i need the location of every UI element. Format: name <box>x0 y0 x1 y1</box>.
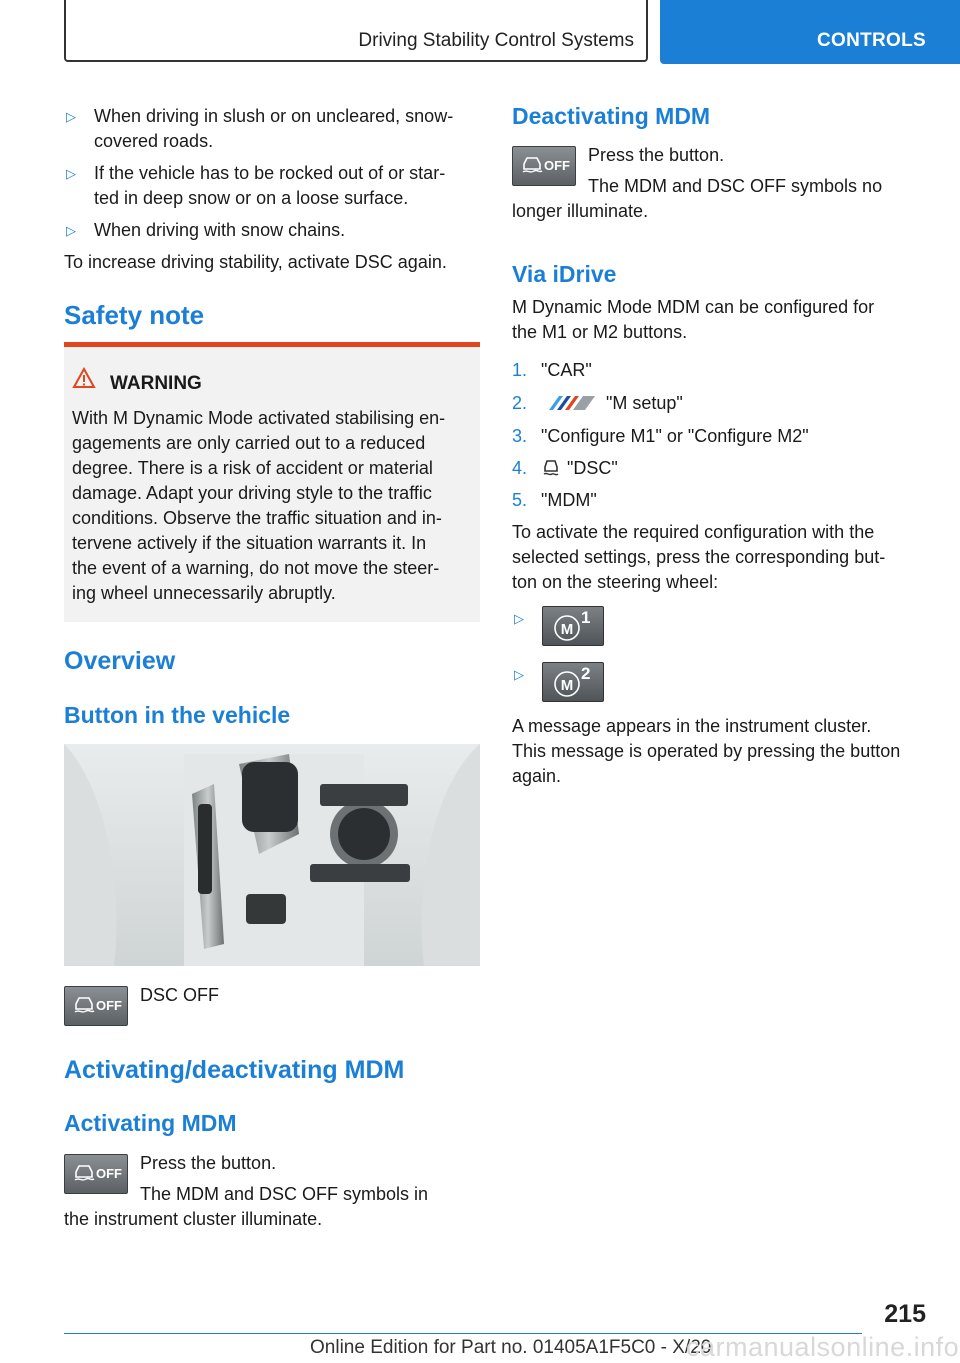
activating-press-text: Press the button. <box>140 1153 277 1173</box>
bullet-triangle-icon: ▷ <box>66 109 76 124</box>
activating-text: The MDM and DSC OFF symbols in <box>140 1184 429 1204</box>
step-text: "MDM" <box>541 490 597 510</box>
warning-title: WARNING <box>110 373 202 394</box>
step-number: 3. <box>512 426 528 446</box>
step-number: 2. <box>512 393 528 413</box>
tab-controls: CONTROLS <box>816 30 926 51</box>
bullet-triangle-icon: ▷ <box>514 611 524 626</box>
via-idrive-heading: Via iDrive <box>512 261 617 287</box>
m2-label: 2 <box>581 664 591 683</box>
activate-config-text: selected settings, press the corresponding but- <box>512 547 886 567</box>
step-number: 1. <box>512 360 528 380</box>
activating-deactivating-heading: Activating/deactivating MDM <box>64 1056 405 1084</box>
idrive-text: M Dynamic Mode MDM can be configured for <box>512 297 875 317</box>
message-text: again. <box>512 766 562 786</box>
step-text: "CAR" <box>541 360 592 380</box>
increase-stability-text: To increase driving stability, activate DSC again. <box>64 252 447 272</box>
svg-text:M: M <box>560 677 574 694</box>
warning-line: With M Dynamic Mode activated stabilising en- <box>72 408 446 428</box>
step-text: "DSC" <box>567 458 618 478</box>
activate-config-text: To activate the required configuration with the <box>512 522 875 542</box>
bullet-triangle-icon: ▷ <box>66 223 76 238</box>
dsc-car-icon <box>541 458 561 478</box>
warning-line: tervene actively if the situation warrants it. In <box>72 533 427 553</box>
step-number: 4. <box>512 458 528 478</box>
warning-line: conditions. Observe the traffic situation and in- <box>72 508 442 528</box>
warning-line: the event of a warning, do not move the steer- <box>72 558 440 578</box>
footer-edition: Online Edition for Part no. 01405A1F5C0 - X/20 <box>310 1337 712 1358</box>
header-tab <box>660 0 960 64</box>
center-console-photo <box>64 744 480 966</box>
activating-mdm-heading: Activating MDM <box>64 1110 237 1136</box>
bullet-triangle-icon: ▷ <box>514 667 524 682</box>
safety-note-heading: Safety note <box>64 300 205 330</box>
m2-button-icon <box>542 662 604 702</box>
activating-text: the instrument cluster illuminate. <box>64 1209 323 1229</box>
warning-line: damage. Adapt your driving style to the traffic <box>72 483 432 503</box>
dsc-off-icon: OFF <box>64 1154 128 1194</box>
activate-config-text: ton on the steering wheel: <box>512 572 719 592</box>
bullet-text: ted in deep snow or on a loose surface. <box>94 188 409 208</box>
m1-button-icon <box>542 606 604 646</box>
m1-label: 1 <box>581 608 591 627</box>
bullet-text: covered roads. <box>94 131 214 151</box>
svg-text:M: M <box>560 621 574 638</box>
page-number: 215 <box>884 1300 926 1328</box>
overview-heading: Overview <box>64 647 176 675</box>
deactivating-press-text: Press the button. <box>588 145 725 165</box>
warning-line: ing wheel unnecessarily abruptly. <box>72 583 336 603</box>
section-title: Driving Stability Control Systems <box>358 30 634 51</box>
step-text: "Configure M1" or "Configure M2" <box>541 426 809 446</box>
bullet-text: When driving in slush or on uncleared, snow- <box>94 106 454 126</box>
bullet-triangle-icon: ▷ <box>66 166 76 181</box>
step-number: 5. <box>512 490 528 510</box>
message-text: This message is operated by pressing the button <box>512 741 901 761</box>
deactivating-text: The MDM and DSC OFF symbols no <box>588 176 883 196</box>
bullet-text: If the vehicle has to be rocked out of or star- <box>94 163 446 183</box>
header-section-box <box>64 0 648 62</box>
step-text: "M setup" <box>606 393 683 413</box>
bullet-text: When driving with snow chains. <box>94 220 346 240</box>
dsc-off-label: DSC OFF <box>140 985 219 1005</box>
message-text: A message appears in the instrument cluster. <box>512 716 872 736</box>
idrive-text: the M1 or M2 buttons. <box>512 322 688 342</box>
button-in-vehicle-heading: Button in the vehicle <box>64 702 291 728</box>
deactivating-text: longer illuminate. <box>512 201 649 221</box>
warning-box <box>64 342 480 622</box>
m-setup-icon <box>545 394 597 412</box>
watermark: carmanualsonline.info <box>686 1332 960 1362</box>
dsc-off-icon: OFF <box>64 986 128 1026</box>
deactivating-mdm-heading: Deactivating MDM <box>512 103 711 129</box>
warning-triangle-icon <box>72 367 96 389</box>
warning-line: gagements are only carried out to a reduced <box>72 433 426 453</box>
dsc-off-icon: OFF <box>512 146 576 186</box>
warning-line: degree. There is a risk of accident or material <box>72 458 433 478</box>
